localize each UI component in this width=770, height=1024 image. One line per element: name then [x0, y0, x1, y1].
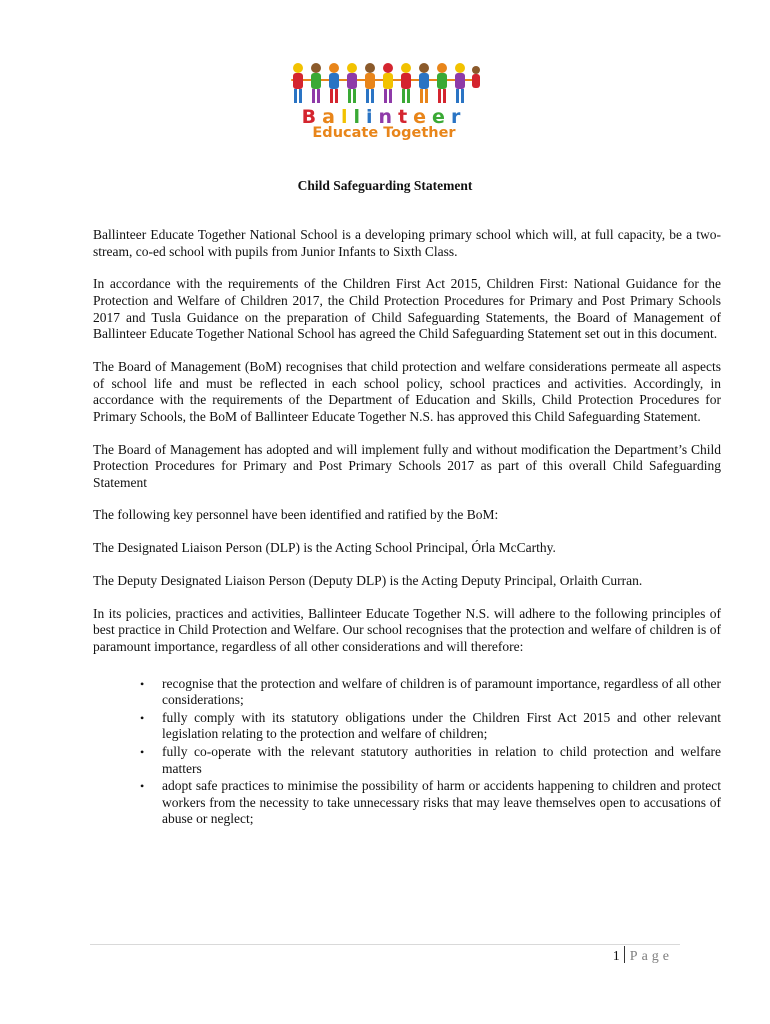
page-footer — [613, 946, 673, 965]
logo-letter: t — [398, 106, 414, 128]
logo-letter: l — [340, 106, 354, 128]
logo-letter: i — [366, 106, 379, 128]
list-item: • recognise that the protection and welfare of children is of paramount importance, regardless of all other considerations; — [140, 675, 721, 708]
footer-divider — [90, 944, 680, 945]
paragraph: The Deputy Designated Liaison Person (Deputy DLP) is the Acting Deputy Principal, Orlaith Curran. — [93, 573, 643, 589]
paragraph: The Designated Liaison Person (DLP) is the Acting School Principal, Órla McCarthy. — [93, 540, 556, 556]
logo-letter: e — [413, 106, 433, 128]
list-item: • fully co-operate with the relevant statutory authorities in relation to child protection and welfare matters — [140, 743, 721, 776]
school-logo — [286, 60, 482, 144]
children-figures-icon — [286, 60, 482, 108]
logo-letter: B — [301, 106, 323, 128]
logo-letter: r — [450, 106, 467, 128]
paragraph: In its policies, practices and activities, Ballinteer Educate Together N.S. will adhere to the following principles of best practice in Child Protection and Welfare. Our school recognises that the protection and welfare of children is of paramount importance, regardless of all other considerations and will therefore: — [93, 605, 721, 654]
bullet-icon: • — [140, 676, 145, 691]
logo-letter: l — [353, 106, 367, 128]
footer-separator — [624, 946, 625, 963]
paragraph: The Board of Management (BoM) recognises that child protection and welfare considerations permeate all aspects of school life and must be reflected in each school policy, school practices and activities. Accordingly, in accordance with the requirements of the Department of Education and Skills, Child Protection Procedures for Primary Schools, the BoM of Ballinteer Educate Together N.S. has approved this Child Safeguarding Statement. — [93, 358, 721, 424]
page-title: Child Safeguarding Statement — [297, 178, 473, 193]
list-item: • fully comply with its statutory obligations under the Children First Act 2015 and other relevant legislation relating to the protection and welfare of children; — [140, 709, 721, 742]
paragraph: In accordance with the requirements of the Children First Act 2015, Children First: National Guidance for the Protection and Welfare of Children 2017, the Child Protection Procedures for Primary and Post Primary Schools 2017 and Tusla Guidance on the preparation of Child Safeguarding Statements, the Board of Management of Ballinteer Educate Together National School has agreed the Child Safeguarding Statement set out in this document. — [93, 276, 721, 342]
document-body — [93, 227, 721, 829]
logo-letter: e — [432, 106, 451, 128]
logo-tagline: Educate Together — [312, 125, 456, 141]
paragraph: The following key personnel have been identified and ratified by the BoM: — [93, 507, 499, 523]
list-item: • adopt safe practices to minimise the possibility of harm or accidents happening to children and protect workers from the necessity to take unnecessary risks that may leave themselves open to accusations of abuse or neglect; — [140, 778, 721, 827]
paragraph: Ballinteer Educate Together National School is a developing primary school which will, at full capacity, be a two-stream, co-ed school with pupils from Junior Infants to Sixth Class. — [93, 227, 721, 259]
paragraph: The Board of Management has adopted and will implement fully and without modification the Department’s Child Protection Procedures for Primary and Post Primary Schools 2017 as part of this overall Child Safeguarding Statement — [93, 441, 721, 490]
bullet-icon: • — [140, 710, 145, 725]
principles-list — [93, 676, 721, 828]
logo-letter: a — [322, 106, 341, 128]
bullet-icon: • — [140, 779, 145, 794]
page-label: Page — [629, 949, 673, 964]
logo-letter: n — [378, 106, 399, 128]
bullet-icon: • — [140, 744, 145, 759]
page-number: 1 — [612, 949, 620, 964]
